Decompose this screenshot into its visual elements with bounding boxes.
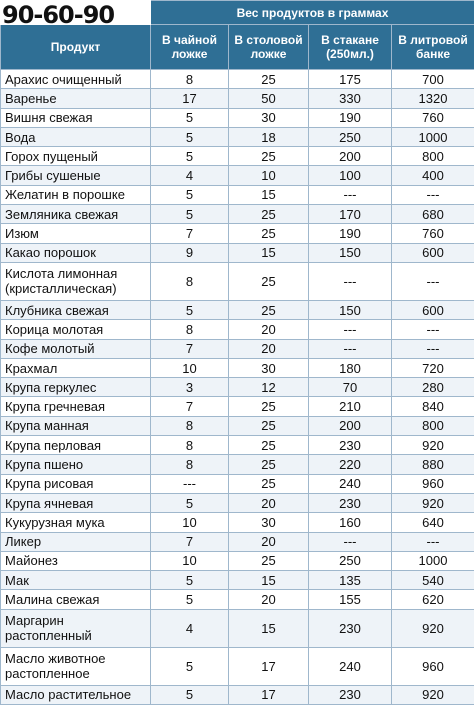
- liter-jar-cell: 620: [392, 590, 474, 609]
- product-name-cell: Крупа манная: [1, 416, 151, 435]
- table-row: [1, 70, 474, 89]
- table-row: [1, 205, 474, 224]
- table-row: [1, 493, 474, 512]
- tablespoon-cell: 17: [229, 685, 309, 704]
- teaspoon-cell: 7: [151, 397, 229, 416]
- teaspoon-cell: 5: [151, 590, 229, 609]
- tablespoon-cell: 17: [229, 647, 309, 685]
- liter-jar-cell: 880: [392, 455, 474, 474]
- tablespoon-cell: 20: [229, 320, 309, 339]
- product-name-cell: Клубника свежая: [1, 300, 151, 319]
- liter-jar-cell: 400: [392, 166, 474, 185]
- glass-cell: 160: [309, 513, 392, 532]
- glass-cell: 230: [309, 685, 392, 704]
- table-row: [1, 590, 474, 609]
- tablespoon-cell: 18: [229, 127, 309, 146]
- teaspoon-cell: 8: [151, 320, 229, 339]
- table-row: [1, 89, 474, 108]
- liter-jar-cell: 680: [392, 205, 474, 224]
- glass-cell: 230: [309, 436, 392, 455]
- teaspoon-cell: ---: [151, 474, 229, 493]
- teaspoon-column-header: В чайной ложке: [151, 25, 229, 70]
- teaspoon-cell: 5: [151, 685, 229, 704]
- teaspoon-cell: 8: [151, 455, 229, 474]
- tablespoon-cell: 25: [229, 70, 309, 89]
- liter-jar-cell: 960: [392, 474, 474, 493]
- teaspoon-cell: 5: [151, 205, 229, 224]
- table-row: [1, 513, 474, 532]
- product-name-cell: Горох пущеный: [1, 147, 151, 166]
- product-name-cell: Какао порошок: [1, 243, 151, 262]
- liter-jar-cell: ---: [392, 320, 474, 339]
- table-row: [1, 455, 474, 474]
- teaspoon-cell: 7: [151, 532, 229, 551]
- product-name-cell: Грибы сушеные: [1, 166, 151, 185]
- tablespoon-cell: 25: [229, 205, 309, 224]
- product-name-cell: Корица молотая: [1, 320, 151, 339]
- liter-jar-cell: 920: [392, 493, 474, 512]
- product-name-cell: Кукурузная мука: [1, 513, 151, 532]
- table-row: [1, 571, 474, 590]
- table-row: [1, 358, 474, 377]
- liter-jar-cell: ---: [392, 262, 474, 300]
- glass-cell: 155: [309, 590, 392, 609]
- tablespoon-cell: 20: [229, 590, 309, 609]
- product-name-cell: Крупа геркулес: [1, 378, 151, 397]
- glass-cell: 330: [309, 89, 392, 108]
- teaspoon-cell: 5: [151, 147, 229, 166]
- teaspoon-cell: 17: [151, 89, 229, 108]
- teaspoon-cell: 8: [151, 262, 229, 300]
- table-row: [1, 224, 474, 243]
- glass-cell: 135: [309, 571, 392, 590]
- product-name-cell: Арахис очищенный: [1, 70, 151, 89]
- product-name-cell: Крупа гречневая: [1, 397, 151, 416]
- table-row: [1, 378, 474, 397]
- liter-jar-cell: ---: [392, 532, 474, 551]
- glass-cell: 150: [309, 300, 392, 319]
- tablespoon-cell: 30: [229, 358, 309, 377]
- liter-jar-column-header: В литровой банке: [392, 25, 474, 70]
- teaspoon-cell: 3: [151, 378, 229, 397]
- product-name-cell: Крахмал: [1, 358, 151, 377]
- tablespoon-cell: 25: [229, 455, 309, 474]
- product-name-cell: Вишня свежая: [1, 108, 151, 127]
- tablespoon-cell: 12: [229, 378, 309, 397]
- tablespoon-cell: 15: [229, 185, 309, 204]
- glass-cell: 230: [309, 493, 392, 512]
- liter-jar-cell: 920: [392, 609, 474, 647]
- liter-jar-cell: 720: [392, 358, 474, 377]
- tablespoon-cell: 25: [229, 262, 309, 300]
- liter-jar-cell: 920: [392, 685, 474, 704]
- tablespoon-cell: 10: [229, 166, 309, 185]
- table-row: [1, 147, 474, 166]
- liter-jar-cell: 960: [392, 647, 474, 685]
- tablespoon-cell: 25: [229, 300, 309, 319]
- glass-cell: ---: [309, 339, 392, 358]
- table-row: [1, 647, 474, 685]
- glass-cell: 175: [309, 70, 392, 89]
- teaspoon-cell: 5: [151, 185, 229, 204]
- table-row: [1, 108, 474, 127]
- product-name-cell: Крупа рисовая: [1, 474, 151, 493]
- tablespoon-cell: 50: [229, 89, 309, 108]
- liter-jar-cell: 920: [392, 436, 474, 455]
- glass-cell: 170: [309, 205, 392, 224]
- table-row: [1, 262, 474, 300]
- table-row: [1, 551, 474, 570]
- table-row: [1, 320, 474, 339]
- teaspoon-cell: 8: [151, 436, 229, 455]
- teaspoon-cell: 5: [151, 127, 229, 146]
- glass-cell: 190: [309, 224, 392, 243]
- teaspoon-cell: 5: [151, 300, 229, 319]
- product-name-cell: Ликер: [1, 532, 151, 551]
- tablespoon-cell: 15: [229, 571, 309, 590]
- table-row: [1, 436, 474, 455]
- glass-cell: ---: [309, 262, 392, 300]
- product-name-cell: Вода: [1, 127, 151, 146]
- table-row: [1, 243, 474, 262]
- teaspoon-cell: 4: [151, 609, 229, 647]
- glass-cell: 210: [309, 397, 392, 416]
- liter-jar-cell: ---: [392, 339, 474, 358]
- liter-jar-cell: 800: [392, 147, 474, 166]
- tablespoon-cell: 15: [229, 243, 309, 262]
- glass-cell: 70: [309, 378, 392, 397]
- tablespoon-cell: 30: [229, 108, 309, 127]
- product-column-header: Продукт: [1, 25, 151, 70]
- glass-cell: 250: [309, 551, 392, 570]
- glass-cell: 100: [309, 166, 392, 185]
- liter-jar-cell: 840: [392, 397, 474, 416]
- glass-cell: ---: [309, 532, 392, 551]
- teaspoon-cell: 10: [151, 513, 229, 532]
- product-name-cell: Варенье: [1, 89, 151, 108]
- brand-logo: 90-60-90: [2, 1, 115, 29]
- tablespoon-cell: 25: [229, 224, 309, 243]
- teaspoon-cell: 5: [151, 493, 229, 512]
- tablespoon-cell: 30: [229, 513, 309, 532]
- tablespoon-cell: 25: [229, 397, 309, 416]
- glass-cell: 200: [309, 416, 392, 435]
- product-name-cell: Кислота лимонная (кристаллическая): [1, 262, 151, 300]
- tablespoon-cell: 25: [229, 436, 309, 455]
- teaspoon-cell: 4: [151, 166, 229, 185]
- teaspoon-cell: 7: [151, 224, 229, 243]
- product-name-cell: Масло животное растопленное: [1, 647, 151, 685]
- tablespoon-column-header: В столовой ложке: [229, 25, 309, 70]
- product-name-cell: Земляника свежая: [1, 205, 151, 224]
- liter-jar-cell: ---: [392, 185, 474, 204]
- product-name-cell: Крупа пшено: [1, 455, 151, 474]
- glass-cell: 220: [309, 455, 392, 474]
- tablespoon-cell: 25: [229, 474, 309, 493]
- product-name-cell: Малина свежая: [1, 590, 151, 609]
- table-row: [1, 185, 474, 204]
- tablespoon-cell: 15: [229, 609, 309, 647]
- liter-jar-cell: 600: [392, 300, 474, 319]
- glass-cell: 230: [309, 609, 392, 647]
- glass-cell: ---: [309, 320, 392, 339]
- glass-cell: 240: [309, 474, 392, 493]
- tablespoon-cell: 25: [229, 147, 309, 166]
- tablespoon-cell: 25: [229, 416, 309, 435]
- liter-jar-cell: 760: [392, 224, 474, 243]
- glass-cell: ---: [309, 185, 392, 204]
- glass-cell: 240: [309, 647, 392, 685]
- table-row: [1, 474, 474, 493]
- table-body: [1, 70, 474, 705]
- teaspoon-cell: 10: [151, 358, 229, 377]
- glass-cell: 200: [309, 147, 392, 166]
- glass-column-header: В стакане (250мл.): [309, 25, 392, 70]
- teaspoon-cell: 9: [151, 243, 229, 262]
- group-header: Вес продуктов в граммах: [151, 1, 474, 25]
- table-row: [1, 532, 474, 551]
- teaspoon-cell: 8: [151, 70, 229, 89]
- liter-jar-cell: 280: [392, 378, 474, 397]
- product-name-cell: Мак: [1, 571, 151, 590]
- tablespoon-cell: 20: [229, 339, 309, 358]
- table-row: [1, 685, 474, 704]
- liter-jar-cell: 1000: [392, 551, 474, 570]
- liter-jar-cell: 700: [392, 70, 474, 89]
- table-row: [1, 609, 474, 647]
- product-name-cell: Желатин в порошке: [1, 185, 151, 204]
- table-row: [1, 300, 474, 319]
- product-name-cell: Масло растительное: [1, 685, 151, 704]
- product-name-cell: Крупа ячневая: [1, 493, 151, 512]
- liter-jar-cell: 1320: [392, 89, 474, 108]
- product-name-cell: Майонез: [1, 551, 151, 570]
- product-name-cell: Крупа перловая: [1, 436, 151, 455]
- liter-jar-cell: 800: [392, 416, 474, 435]
- tablespoon-cell: 25: [229, 551, 309, 570]
- glass-cell: 190: [309, 108, 392, 127]
- table-row: [1, 166, 474, 185]
- liter-jar-cell: 1000: [392, 127, 474, 146]
- liter-jar-cell: 760: [392, 108, 474, 127]
- table-row: [1, 339, 474, 358]
- product-name-cell: Маргарин растопленный: [1, 609, 151, 647]
- glass-cell: 180: [309, 358, 392, 377]
- teaspoon-cell: 5: [151, 571, 229, 590]
- glass-cell: 250: [309, 127, 392, 146]
- table-row: [1, 127, 474, 146]
- table-row: [1, 397, 474, 416]
- glass-cell: 150: [309, 243, 392, 262]
- teaspoon-cell: 8: [151, 416, 229, 435]
- product-name-cell: Кофе молотый: [1, 339, 151, 358]
- tablespoon-cell: 20: [229, 493, 309, 512]
- product-name-cell: Изюм: [1, 224, 151, 243]
- teaspoon-cell: 5: [151, 647, 229, 685]
- liter-jar-cell: 640: [392, 513, 474, 532]
- teaspoon-cell: 10: [151, 551, 229, 570]
- teaspoon-cell: 5: [151, 108, 229, 127]
- liter-jar-cell: 600: [392, 243, 474, 262]
- liter-jar-cell: 540: [392, 571, 474, 590]
- teaspoon-cell: 7: [151, 339, 229, 358]
- table-row: [1, 416, 474, 435]
- tablespoon-cell: 20: [229, 532, 309, 551]
